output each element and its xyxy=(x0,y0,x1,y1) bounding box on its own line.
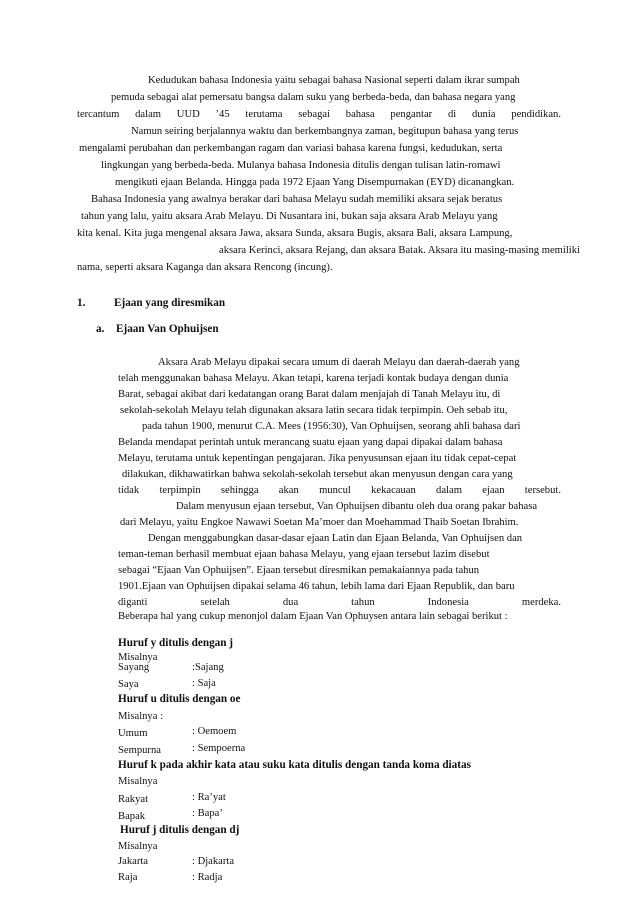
subsection-letter: a. xyxy=(96,323,105,335)
body-line: Dalam menyusun ejaan tersebut, Van Ophuijsen dibantu oleh dua orang pakar bahasa xyxy=(176,501,538,512)
body-line: Aksara Arab Melayu dipakai secara umum di daerah Melayu dan daerah-daerah yang xyxy=(158,357,520,368)
body-line: sebagai “Ejaan Van Ophuijsen”. Ejaan tersebut diresmikan pemakaiannya pada tahun xyxy=(118,565,480,576)
body-line: dilakukan, dikhawatirkan bahwa sekolah-sekolah tersebut akan menyusun dengan cara yang xyxy=(122,469,513,480)
intro-line: kita kenal. Kita juga mengenal aksara Jawa, aksara Sunda, aksara Bugis, aksara Bali, aksara Lampung, xyxy=(77,228,513,239)
example-word: Bapak xyxy=(118,811,146,822)
example-result: : Sempoerna xyxy=(192,743,246,754)
intro-line: mengikuti ejaan Belanda. Hingga pada 1972 Ejaan Yang Disempurnakan (EYD) dicanangkan. xyxy=(115,177,515,188)
example-word: Saya xyxy=(118,679,139,690)
example-result: : Radja xyxy=(192,872,223,883)
example-result: : Bapa’ xyxy=(192,808,223,819)
intro-line: mengalami perubahan dan perkembangan ragam dan variasi bahasa karena fungsi, kedudukan, serta xyxy=(79,143,503,154)
rule-heading: Huruf y ditulis dengan j xyxy=(118,637,234,649)
example-result: :Sajang xyxy=(192,662,224,673)
subsection-title: Ejaan Van Ophuijsen xyxy=(116,323,219,335)
intro-line: aksara Kerinci, aksara Rejang, dan aksara Batak. Aksara itu masing-masing memiliki xyxy=(219,245,580,256)
intro-line: Bahasa Indonesia yang awalnya berakar dari bahasa Melayu sudah memiliki aksara sejak beratus xyxy=(91,194,503,205)
body-line: teman-teman berhasil membuat ejaan bahasa Melayu, yang ejaan tersebut lazim disebut xyxy=(118,549,490,560)
example-word: Rakyat xyxy=(118,794,149,805)
rule-example-intro: Misalnya xyxy=(118,652,158,663)
example-result: : Oemoem xyxy=(192,726,237,737)
body-line: Melayu, terutama untuk kepentingan pengajaran. Jika penyusunsan ejaan itu tidak cepat-cepat xyxy=(118,453,517,464)
example-word: Jakarta xyxy=(118,856,148,867)
rule-example-intro: Misalnya xyxy=(118,841,158,852)
rule-heading: Huruf u ditulis dengan oe xyxy=(118,693,241,705)
section-number: 1. xyxy=(77,297,86,309)
example-result: : Ra’yat xyxy=(192,792,226,803)
intro-line: lingkungan yang berbeda-beda. Mulanya bahasa Indonesia ditulis dengan tulisan latin-romawi xyxy=(101,160,501,171)
body-line: tidak terpimpin sehingga akan muncul kekacauan dalam ejaan tersebut. xyxy=(118,485,561,496)
intro-line: Namun seiring berjalannya waktu dan berkembangnya zaman, begitupun bahasa yang terus xyxy=(131,126,519,137)
body-line: sekolah-sekolah Melayu telah digunakan aksara latin secara tidak terpimpin. Oeh sebab itu, xyxy=(120,405,508,416)
intro-line: tercantum dalam UUD ’45 terutama sebagai bahasa pengantar di dunia pendidikan. xyxy=(77,109,561,120)
example-word: Umum xyxy=(118,728,148,739)
intro-line: nama, seperti aksara Kaganga dan aksara Rencong (incung). xyxy=(77,262,333,273)
intro-line: pemuda sebagai alat pemersatu bangsa dalam suku yang berbeda-beda, dan bahasa negara yang xyxy=(111,92,516,103)
example-word: Sempurna xyxy=(118,745,161,756)
example-result: : Djakarta xyxy=(192,856,235,867)
rule-example-intro: Misalnya xyxy=(118,776,158,787)
example-result: : Saja xyxy=(192,678,216,689)
body-line: Beberapa hal yang cukup menonjol dalam Ejaan Van Ophuysen antara lain sebagai berikut : xyxy=(118,611,508,622)
rule-heading: Huruf j ditulis dengan dj xyxy=(120,824,240,836)
body-line: dari Melayu, yaitu Engkoe Nawawi Soetan Ma’moer dan Moehammad Thaib Soetan Ibrahim. xyxy=(120,517,519,528)
body-line: diganti setelah dua tahun Indonesia merdeka. xyxy=(118,597,561,608)
example-word: Sayang xyxy=(118,662,150,673)
body-line: Belanda mendapat perintah untuk merancang suatu ejaan yang dapai dipakai dalam bahasa xyxy=(118,437,503,448)
body-line: 1901.Ejaan van Ophuijsen dipakai selama 46 tahun, lebih lama dari Ejaan Republik, dan baru xyxy=(118,581,515,592)
intro-line: tahun yang lalu, yaitu aksara Arab Melayu. Di Nusantara ini, bukan saja aksara Arab Melayu yang xyxy=(81,211,498,222)
body-line: Dengan menggabungkan dasar-dasar ejaan Latin dan Ejaan Belanda, Van Ophuijsen dan xyxy=(148,533,523,544)
example-word: Raja xyxy=(118,872,138,883)
body-line: Barat, sebagai akibat dari kedatangan orang Barat dalam menjajah di Tanah Melayu itu, di xyxy=(118,389,501,400)
rule-heading: Huruf k pada akhir kata atau suku kata ditulis dengan tanda koma diatas xyxy=(118,759,471,771)
body-line: telah menggunakan bahasa Melayu. Akan tetapi, karena terjadi kontak budaya dengan dunia xyxy=(118,373,509,384)
section-title: Ejaan yang diresmikan xyxy=(114,297,226,309)
rule-example-intro: Misalnya : xyxy=(118,711,164,722)
body-line: pada tahun 1900, menurut C.A. Mees (1956:30), Van Ophuijsen, seorang ahli bahasa dari xyxy=(142,421,521,432)
intro-line: Kedudukan bahasa Indonesia yaitu sebagai bahasa Nasional seperti dalam ikrar sumpah xyxy=(148,75,520,86)
